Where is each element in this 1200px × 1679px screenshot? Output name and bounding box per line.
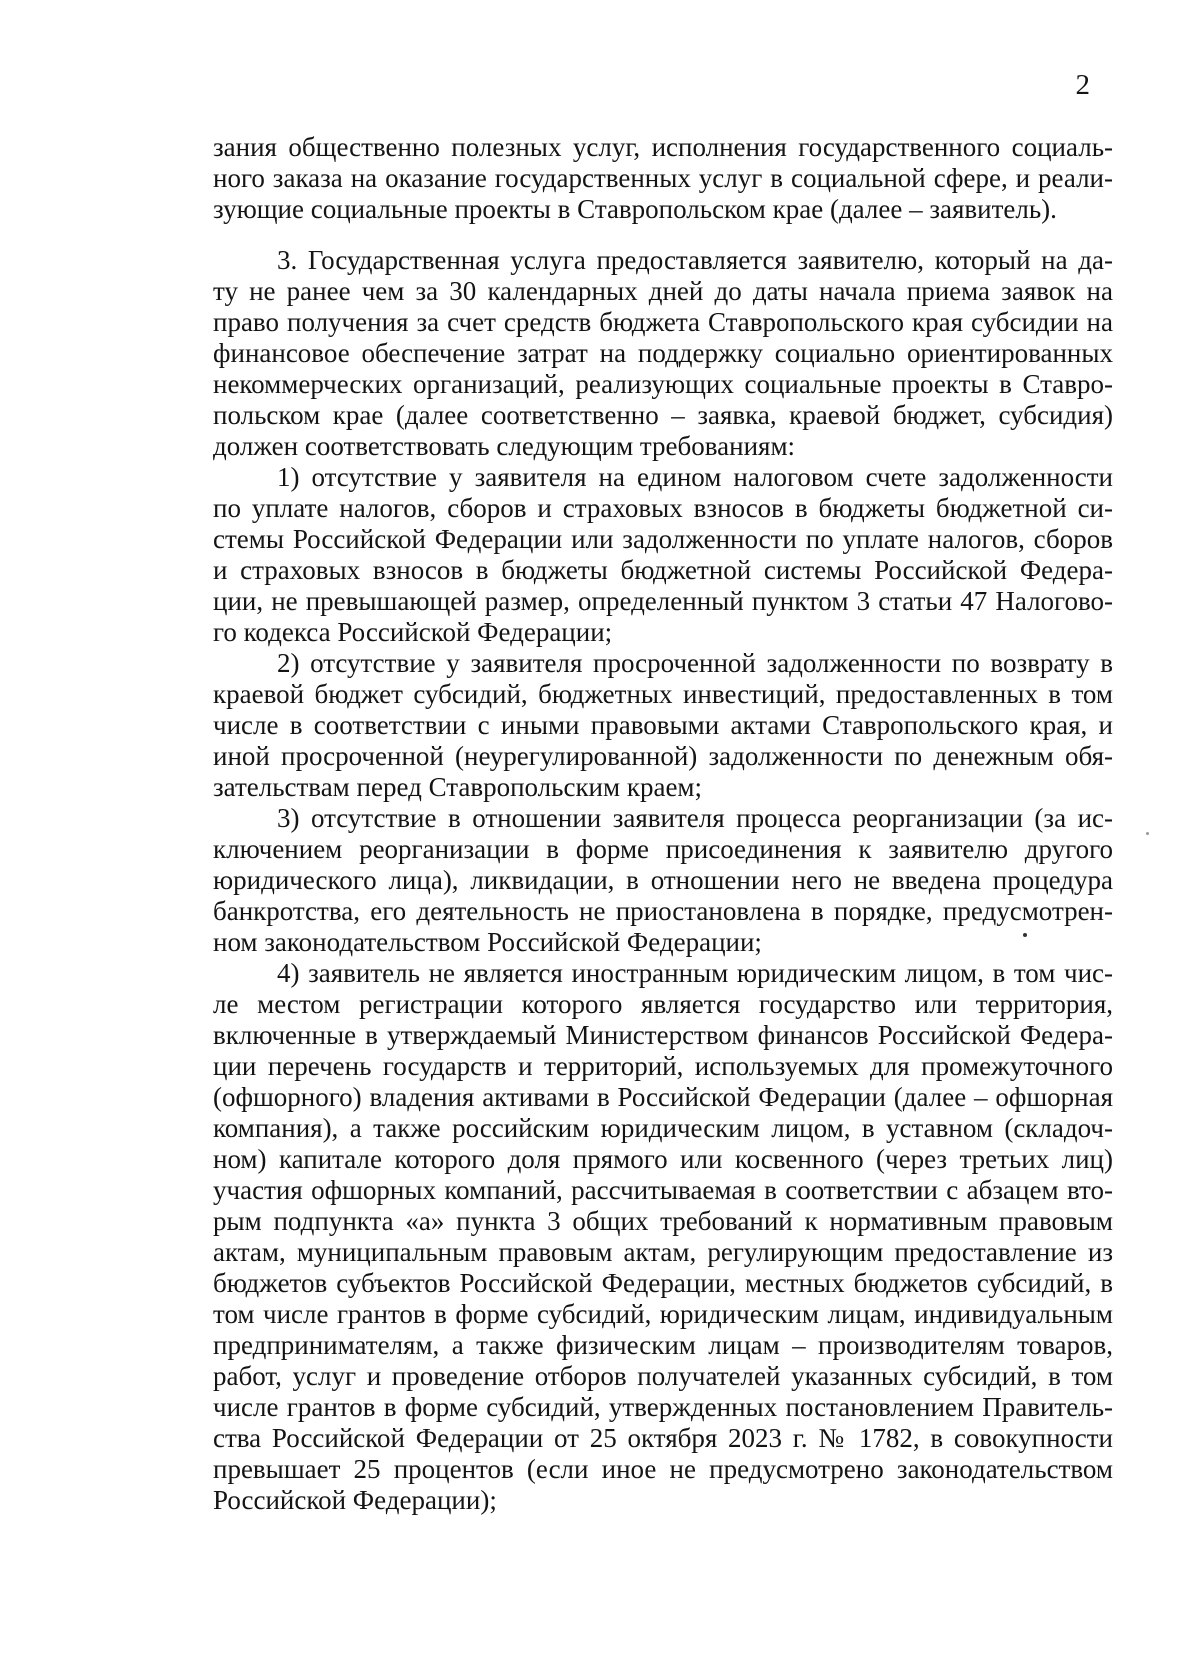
text-line: зания общественно полезных услуг, исполнения государственного социаль- [213, 132, 1113, 162]
text-line: по уплате налогов, сборов и страховых взносов в бюджеты бюджетной си- [213, 493, 1113, 523]
scan-speck [1146, 832, 1149, 835]
text-line: предпринимателям, а также физическим лицам – производителям товаров, [213, 1330, 1113, 1360]
text-line: 2) отсутствие у заявителя просроченной задолженности по возврату в [277, 648, 1113, 678]
text-line: 3. Государственная услуга предоставляется заявителю, который на да- [277, 245, 1113, 275]
page-number: 2 [1075, 69, 1090, 101]
text-line: (офшорного) владения активами в Российской Федерации (далее – офшорная [213, 1082, 1113, 1112]
text-line: финансовое обеспечение затрат на поддержку социально ориентированных [213, 338, 1113, 368]
text-line: 1) отсутствие у заявителя на едином налоговом счете задолженности [277, 462, 1113, 492]
text-line: и страховых взносов в бюджеты бюджетной системы Российской Федера- [213, 555, 1113, 585]
text-line: числе в соответствии с иными правовыми актами Ставропольского края, и [213, 710, 1113, 740]
text-line: 4) заявитель не является иностранным юридическим лицом, в том чис- [277, 958, 1113, 988]
text-line: том числе грантов в форме субсидий, юридическим лицам, индивидуальным [213, 1299, 1113, 1329]
text-line: зательствам перед Ставропольским краем; [213, 772, 703, 802]
text-line: ства Российской Федерации от 25 октября 2023 г. № 1782, в совокупности [213, 1423, 1113, 1453]
text-line: ту не ранее чем за 30 календарных дней до даты начала приема заявок на [213, 276, 1113, 306]
text-line: юридического лица), ликвидации, в отношении него не введена процедура [213, 865, 1113, 895]
text-line: числе грантов в форме субсидий, утвержденных постановлением Правитель- [213, 1392, 1113, 1422]
text-line: ции, не превышающей размер, определенный пунктом 3 статьи 47 Налогово- [213, 586, 1113, 616]
text-line: стемы Российской Федерации или задолженности по уплате налогов, сборов [213, 524, 1113, 554]
text-line: ции перечень государств и территорий, используемых для промежуточного [213, 1051, 1113, 1081]
text-line: ключением реорганизации в форме присоединения к заявителю другого [213, 834, 1113, 864]
text-line: право получения за счет средств бюджета Ставропольского края субсидии на [213, 307, 1113, 337]
text-line: ном законодательством Российской Федерации; [213, 927, 762, 957]
text-line: некоммерческих организаций, реализующих социальные проекты в Ставро- [213, 369, 1113, 399]
text-line: компания), а также российским юридическим лицом, в уставном (складоч- [213, 1113, 1113, 1143]
text-line: превышает 25 процентов (если иное не предусмотрено законодательством [213, 1454, 1113, 1484]
text-line: го кодекса Российской Федерации; [213, 617, 613, 647]
scan-speck [1023, 933, 1027, 937]
text-line: краевой бюджет субсидий, бюджетных инвестиций, предоставленных в том [213, 679, 1113, 709]
text-line: работ, услуг и проведение отборов получателей указанных субсидий, в том [213, 1361, 1113, 1391]
text-line: должен соответствовать следующим требованиям: [213, 431, 796, 461]
text-line: 3) отсутствие в отношении заявителя процесса реорганизации (за ис- [277, 803, 1113, 833]
text-line: ном) капитале которого доля прямого или косвенного (через третьих лиц) [213, 1144, 1113, 1174]
text-line: зующие социальные проекты в Ставропольском крае (далее – заявитель). [213, 194, 1057, 224]
text-line: ле местом регистрации которого является государство или территория, [213, 989, 1113, 1019]
text-line: включенные в утверждаемый Министерством финансов Российской Федера- [213, 1020, 1113, 1050]
text-line: рым подпункта «а» пункта 3 общих требований к нормативным правовым [213, 1206, 1113, 1236]
text-line: актам, муниципальным правовым актам, регулирующим предоставление из [213, 1237, 1113, 1267]
text-line: Российской Федерации); [213, 1485, 497, 1515]
text-line: бюджетов субъектов Российской Федерации, местных бюджетов субсидий, в [213, 1268, 1113, 1298]
text-line: банкротства, его деятельность не приостановлена в порядке, предусмотрен- [213, 896, 1113, 926]
text-line: польском крае (далее соответственно – заявка, краевой бюджет, субсидия) [213, 400, 1113, 430]
text-line: участия офшорных компаний, рассчитываемая в соответствии с абзацем вто- [213, 1175, 1113, 1205]
text-line: ного заказа на оказание государственных услуг в социальной сфере, и реали- [213, 163, 1113, 193]
text-line: иной просроченной (неурегулированной) задолженности по денежным обя- [213, 741, 1113, 771]
